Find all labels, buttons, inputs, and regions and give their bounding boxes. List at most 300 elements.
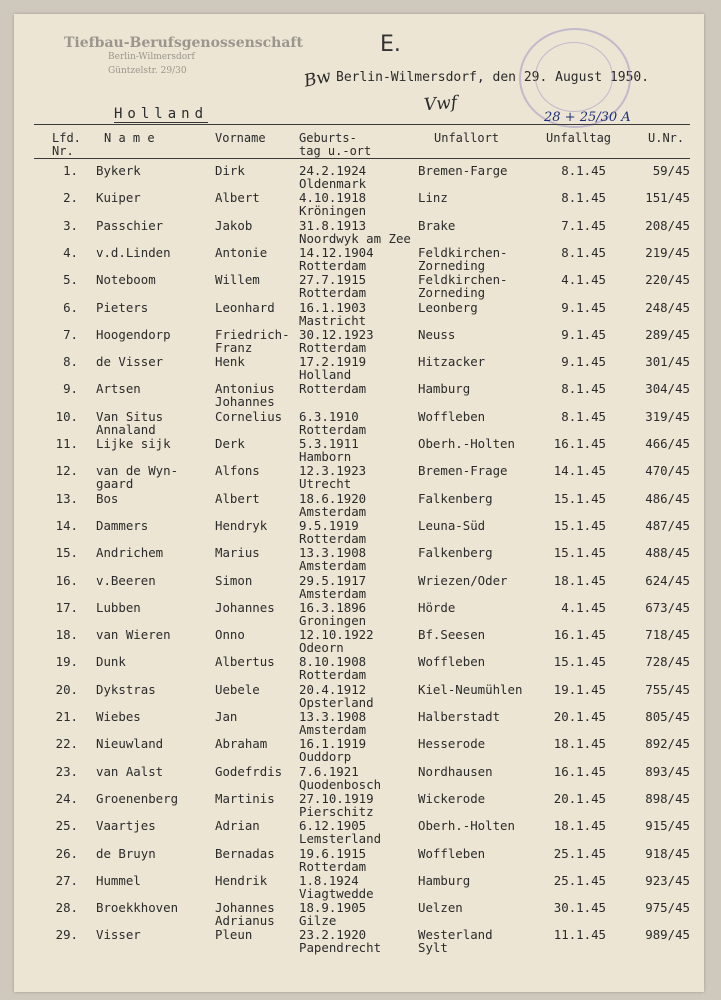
accident-number: 289/45 [645, 326, 690, 342]
first-name-line: Antonie [215, 244, 268, 260]
table-row [14, 574, 704, 601]
first-name [215, 901, 275, 927]
first-name-line: Adrianus [215, 913, 275, 929]
birth-date-place-line: 7.6.1921 [299, 763, 359, 779]
birth-date-place-line: Rotterdam [299, 257, 367, 273]
table-top-rule [34, 124, 690, 125]
accident-location-line: Nordhausen [418, 763, 493, 779]
birth-date-place [299, 819, 381, 845]
accident-location [418, 437, 515, 450]
accident-date: 18.1.45 [553, 572, 606, 588]
accident-number: 893/45 [645, 763, 690, 779]
place-date-line: Berlin-Wilmersdorf, den 29. August 1950. [336, 70, 650, 85]
accident-number: 915/45 [645, 818, 690, 834]
table-row [14, 792, 704, 819]
birth-date-place-line: 17.2.1919 [299, 354, 367, 370]
first-name [215, 847, 275, 860]
birth-date-place-line: Papendrecht [299, 940, 382, 956]
surname [96, 301, 148, 314]
accident-number: 486/45 [645, 490, 690, 506]
letterhead-street: Güntzelstr. 29/30 [108, 66, 187, 76]
row-number: 3. [63, 217, 78, 233]
accident-number: 898/45 [645, 790, 690, 806]
birth-date-place-line: Pierschitz [299, 803, 374, 819]
accident-number: 301/45 [645, 354, 690, 370]
row-number: 23. [55, 763, 78, 779]
table-row [14, 164, 704, 191]
surname [96, 519, 148, 532]
accident-date: 9.1.45 [561, 354, 606, 370]
surname-line: van de Wyn- [96, 463, 179, 479]
accident-date: 25.1.45 [553, 872, 606, 888]
accident-number: 728/45 [645, 654, 690, 670]
col-header-unfallort: Unfallort [434, 131, 500, 145]
row-number: 27. [55, 872, 78, 888]
row-number: 2. [63, 190, 78, 206]
accident-number: 673/45 [645, 599, 690, 615]
birth-date-place [299, 328, 374, 354]
accident-number: 488/45 [645, 545, 690, 561]
first-name [215, 819, 260, 832]
accident-location-line: Woffleben [418, 654, 486, 670]
col-header-unr: U.Nr. [648, 131, 685, 145]
surname-line: de Bruyn [96, 845, 156, 861]
row-number: 26. [55, 845, 78, 861]
birth-date-place-line: Quodenbosch [299, 776, 382, 792]
accident-location-line: Hamburg [418, 381, 471, 397]
table-row [14, 273, 704, 300]
row-number: 1. [63, 163, 78, 178]
surname-line: Bykerk [96, 163, 141, 178]
accident-number: 487/45 [645, 517, 690, 533]
row-number: 20. [55, 681, 78, 697]
birth-date-place-line: Ouddorp [299, 749, 352, 765]
accident-location [418, 601, 455, 614]
col-header-lfd [52, 132, 81, 158]
accident-location [418, 301, 478, 314]
accident-number: 304/45 [645, 381, 690, 397]
birth-date-place [299, 792, 374, 818]
surname-line: Bos [96, 490, 119, 506]
birth-date-place-line: 18.6.1920 [299, 490, 367, 506]
accident-location [418, 246, 508, 272]
row-number: 16. [55, 572, 78, 588]
col-header-lfd-line2: Nr. [52, 144, 74, 158]
accident-location [418, 546, 493, 559]
surname [96, 847, 156, 860]
first-name-line: Jakob [215, 217, 253, 233]
country-heading: Holland [114, 106, 209, 122]
accident-date: 14.1.45 [553, 463, 606, 479]
birth-date-place [299, 628, 374, 654]
accident-location [418, 382, 470, 395]
birth-date-place-line: 31.8.1913 [299, 217, 367, 233]
table-row [14, 301, 704, 328]
surname-line: Artsen [96, 381, 141, 397]
birth-date-place-line: 13.3.1908 [299, 545, 367, 561]
first-name-line: Marius [215, 545, 260, 561]
birth-date-place-line: Groningen [299, 612, 367, 628]
table-row [14, 191, 704, 218]
first-name [215, 301, 275, 314]
accident-number: 208/45 [645, 217, 690, 233]
first-name-line: Henk [215, 354, 245, 370]
birth-date-place-line: Mastricht [299, 312, 367, 328]
row-number: 29. [55, 927, 78, 943]
first-name-line: Johannes [215, 900, 275, 916]
birth-date-place [299, 683, 374, 709]
first-name-line: Cornelius [215, 408, 283, 424]
accident-location [418, 410, 485, 423]
birth-date-place [299, 765, 381, 791]
table-row [14, 382, 704, 409]
birth-date-place-line: 6.3.1910 [299, 408, 359, 424]
accident-date: 20.1.45 [553, 790, 606, 806]
col-header-lfd-line1: Lfd. [52, 131, 81, 145]
surname [96, 191, 141, 204]
accident-location [418, 574, 508, 587]
accident-location-line: Sylt [418, 940, 448, 956]
surname-line: Van Situs [96, 408, 164, 424]
accident-location [418, 519, 485, 532]
accident-number: 989/45 [645, 927, 690, 943]
surname-line: Andrichem [96, 545, 164, 561]
accident-date: 15.1.45 [553, 545, 606, 561]
accident-location [418, 737, 485, 750]
accident-location-line: Leonberg [418, 299, 478, 315]
first-name [215, 382, 275, 408]
accident-date: 15.1.45 [553, 654, 606, 670]
accident-date: 16.1.45 [553, 436, 606, 451]
first-name-line: Derk [215, 436, 245, 451]
birth-date-place-line: Rotterdam [299, 285, 367, 301]
surname [96, 574, 156, 587]
accident-location [418, 710, 500, 723]
surname [96, 464, 178, 490]
surname [96, 328, 171, 341]
first-name-line: Bernadas [215, 845, 275, 861]
first-name-line: Hendrik [215, 872, 268, 888]
birth-date-place-line: Rotterdam [299, 381, 367, 397]
table-row [14, 683, 704, 710]
accident-date: 9.1.45 [561, 299, 606, 315]
accident-location-line: Hörde [418, 599, 456, 615]
first-name-line: Willem [215, 272, 260, 288]
surname [96, 710, 141, 723]
surname-line: Dykstras [96, 681, 156, 697]
accident-number: 755/45 [645, 681, 690, 697]
accident-location [418, 464, 508, 477]
birth-date-place [299, 355, 366, 381]
accident-number: 718/45 [645, 627, 690, 643]
surname-line: van Aalst [96, 763, 164, 779]
birth-date-place [299, 301, 366, 327]
accident-location [418, 628, 485, 641]
birth-date-place-line: 9.5.1919 [299, 517, 359, 533]
letterhead-stamp [64, 36, 303, 78]
surname-line: Noteboom [96, 272, 156, 288]
accident-location [418, 219, 455, 232]
accident-location-line: Woffleben [418, 408, 486, 424]
birth-date-place [299, 492, 366, 518]
first-name [215, 464, 260, 477]
accident-date: 16.1.45 [553, 763, 606, 779]
birth-date-place-line: 24.2.1924 [299, 163, 367, 178]
birth-date-place-line: 12.10.1922 [299, 627, 374, 643]
birth-date-place [299, 847, 366, 873]
accident-location-line: Wriezen/Oder [418, 572, 508, 588]
surname [96, 355, 163, 368]
row-number: 14. [55, 517, 78, 533]
surname [96, 246, 171, 259]
row-number: 28. [55, 900, 78, 916]
table-row [14, 901, 704, 928]
accident-number: 220/45 [645, 272, 690, 288]
row-number: 7. [63, 326, 78, 342]
table-row [14, 328, 704, 355]
first-name [215, 355, 245, 368]
accident-location-line: Oberh.-Holten [418, 818, 515, 834]
surname-line: Lijke sijk [96, 436, 171, 451]
birth-date-place-line: Opsterland [299, 694, 374, 710]
accident-number: 466/45 [645, 436, 690, 451]
row-number: 18. [55, 627, 78, 643]
letterhead-org: Tiefbau-Berufsgenossenschaft [64, 35, 303, 51]
surname [96, 765, 163, 778]
surname-line: Lubben [96, 599, 141, 615]
surname [96, 928, 141, 941]
first-name-line: Johannes [215, 599, 275, 615]
birth-date-place-line: 27.7.1915 [299, 272, 367, 288]
birth-date-place-line: Oldenmark [299, 176, 367, 191]
birth-date-place-line: Rotterdam [299, 421, 367, 437]
table-row [14, 655, 704, 682]
table-row [14, 246, 704, 273]
surname [96, 874, 141, 887]
accident-date: 4.1.45 [561, 599, 606, 615]
accident-location-line: Kiel-Neumühlen [418, 681, 523, 697]
accident-date: 25.1.45 [553, 845, 606, 861]
first-name-line: Friedrich- [215, 326, 290, 342]
birth-date-place [299, 410, 366, 436]
birth-date-place [299, 874, 374, 900]
birth-date-place-line: 30.12.1923 [299, 326, 374, 342]
birth-date-place [299, 574, 366, 600]
first-name [215, 219, 252, 232]
birth-date-place [299, 928, 381, 954]
surname-line: Annaland [96, 421, 156, 437]
birth-date-place [299, 901, 366, 927]
accident-location-line: Hesserode [418, 736, 486, 752]
surname-line: v.d.Linden [96, 244, 171, 260]
birth-date-place-line: 13.3.1908 [299, 709, 367, 724]
first-name [215, 655, 275, 668]
table-row [14, 847, 704, 874]
row-number: 12. [55, 463, 78, 479]
accident-number: 975/45 [645, 900, 690, 916]
accident-number: 805/45 [645, 709, 690, 724]
birth-date-place-line: Rotterdam [299, 667, 367, 683]
first-name [215, 628, 245, 641]
birth-date-place-line: 23.2.1920 [299, 927, 367, 943]
surname [96, 655, 126, 668]
accident-location-line: Falkenberg [418, 545, 493, 561]
first-name [215, 928, 252, 941]
birth-date-place-line: Noordwyk am Zee [299, 230, 411, 246]
accident-location [418, 928, 493, 954]
accident-number: 319/45 [645, 408, 690, 424]
first-name [215, 437, 245, 450]
col-header-geburt-line1: Geburts- [299, 131, 357, 145]
row-number: 19. [55, 654, 78, 670]
accident-location-line: Uelzen [418, 900, 463, 916]
surname-line: Nieuwland [96, 736, 164, 752]
accident-location-line: Halberstadt [418, 709, 501, 724]
accident-number: 923/45 [645, 872, 690, 888]
surname-line: gaard [96, 476, 134, 492]
first-name-line: Leonhard [215, 299, 275, 315]
accident-date: 8.1.45 [561, 190, 606, 206]
table-row [14, 519, 704, 546]
letterhead-city: Berlin-Wilmersdorf [108, 52, 195, 62]
birth-date-place [299, 191, 366, 217]
surname-line: de Visser [96, 354, 164, 370]
birth-date-place [299, 273, 366, 299]
accident-location [418, 765, 493, 778]
col-header-unfalltag: Unfalltag [546, 131, 612, 145]
first-name [215, 191, 260, 204]
accident-number: 151/45 [645, 190, 690, 206]
birth-date-place-line: 1.8.1924 [299, 872, 359, 888]
first-name-line: Godefrdis [215, 763, 283, 779]
row-number: 6. [63, 299, 78, 315]
table-row [14, 492, 704, 519]
accident-location [418, 355, 485, 368]
table-row [14, 819, 704, 846]
accident-location [418, 655, 485, 668]
first-name [215, 765, 282, 778]
table-row [14, 928, 704, 955]
handwritten-mark-e: E. [380, 32, 401, 57]
accident-number: 248/45 [645, 299, 690, 315]
birth-date-place-line: 16.3.1896 [299, 599, 367, 615]
accident-location [418, 328, 455, 341]
birth-date-place-line: Kröningen [299, 203, 367, 219]
accident-location-line: Neuss [418, 326, 456, 342]
birth-date-place-line: 29.5.1917 [299, 572, 367, 588]
surname [96, 683, 156, 696]
accident-location [418, 683, 522, 696]
table-row [14, 464, 704, 491]
col-header-name: N a m e [104, 131, 155, 145]
birth-date-place [299, 464, 366, 490]
surname-line: Hummel [96, 872, 141, 888]
surname-line: Passchier [96, 217, 164, 233]
birth-date-place [299, 710, 366, 736]
surname-line: Kuiper [96, 190, 141, 206]
accident-location [418, 792, 485, 805]
first-name [215, 683, 260, 696]
accident-location [418, 164, 508, 177]
table-row [14, 219, 704, 246]
birth-date-place [299, 601, 366, 627]
first-name-line: Onno [215, 627, 245, 643]
accident-date: 18.1.45 [553, 818, 606, 834]
accident-date: 18.1.45 [553, 736, 606, 752]
first-name [215, 874, 267, 887]
first-name-line: Alfons [215, 463, 260, 479]
first-name [215, 492, 260, 505]
surname-line: Pieters [96, 299, 149, 315]
accident-date: 9.1.45 [561, 326, 606, 342]
handwritten-file-note: 28 + 25/30 A [544, 110, 631, 125]
first-name [215, 519, 267, 532]
surname [96, 901, 178, 914]
col-header-geburt [299, 132, 371, 158]
first-name [215, 601, 275, 614]
first-name [215, 328, 290, 354]
birth-date-place-line: Rotterdam [299, 530, 367, 546]
first-name [215, 574, 252, 587]
birth-date-place-line: 16.1.1903 [299, 299, 367, 315]
birth-date-place [299, 737, 366, 763]
surname [96, 792, 178, 805]
first-name-line: Albertus [215, 654, 275, 670]
accident-date: 8.1.45 [561, 244, 606, 260]
accident-location-line: Wickerode [418, 790, 486, 806]
first-name [215, 410, 282, 423]
first-name [215, 710, 237, 723]
accident-number: 892/45 [645, 736, 690, 752]
first-name-line: Franz [215, 339, 253, 355]
birth-date-place-line: Amsterdam [299, 585, 367, 601]
accident-location [418, 819, 515, 832]
accident-location-line: Brake [418, 217, 456, 233]
surname-line: Wiebes [96, 709, 141, 724]
accident-location-line: Feldkirchen- [418, 272, 508, 288]
surname [96, 410, 163, 436]
accident-date: 11.1.45 [553, 927, 606, 943]
accident-location-line: Westerland [418, 927, 493, 943]
col-header-vorname: Vorname [215, 131, 266, 145]
row-number: 9. [63, 381, 78, 397]
first-name-line: Adrian [215, 818, 260, 834]
first-name-line: Simon [215, 572, 253, 588]
birth-date-place-line: Amsterdam [299, 722, 367, 737]
table-row [14, 355, 704, 382]
accident-location-line: Hitzacker [418, 354, 486, 370]
seal-inner-ring [535, 42, 613, 112]
birth-date-place-line: 5.3.1911 [299, 436, 359, 451]
birth-date-place-line: Viagtwedde [299, 885, 374, 901]
table-row [14, 437, 704, 464]
handwritten-initials: Vwf [423, 92, 458, 116]
first-name [215, 792, 275, 805]
first-name-line: Dirk [215, 163, 245, 178]
accident-location-line: Falkenberg [418, 490, 493, 506]
accident-location [418, 874, 470, 887]
surname [96, 492, 118, 505]
birth-date-place [299, 382, 366, 395]
first-name [215, 546, 260, 559]
birth-date-place-line: Hamborn [299, 449, 352, 464]
accident-location-line: Bremen-Farge [418, 163, 508, 178]
first-name [215, 737, 267, 750]
accident-date: 16.1.45 [553, 627, 606, 643]
birth-date-place [299, 655, 366, 681]
first-name-line: Abraham [215, 736, 268, 752]
accident-location-line: Zorneding [418, 285, 486, 301]
